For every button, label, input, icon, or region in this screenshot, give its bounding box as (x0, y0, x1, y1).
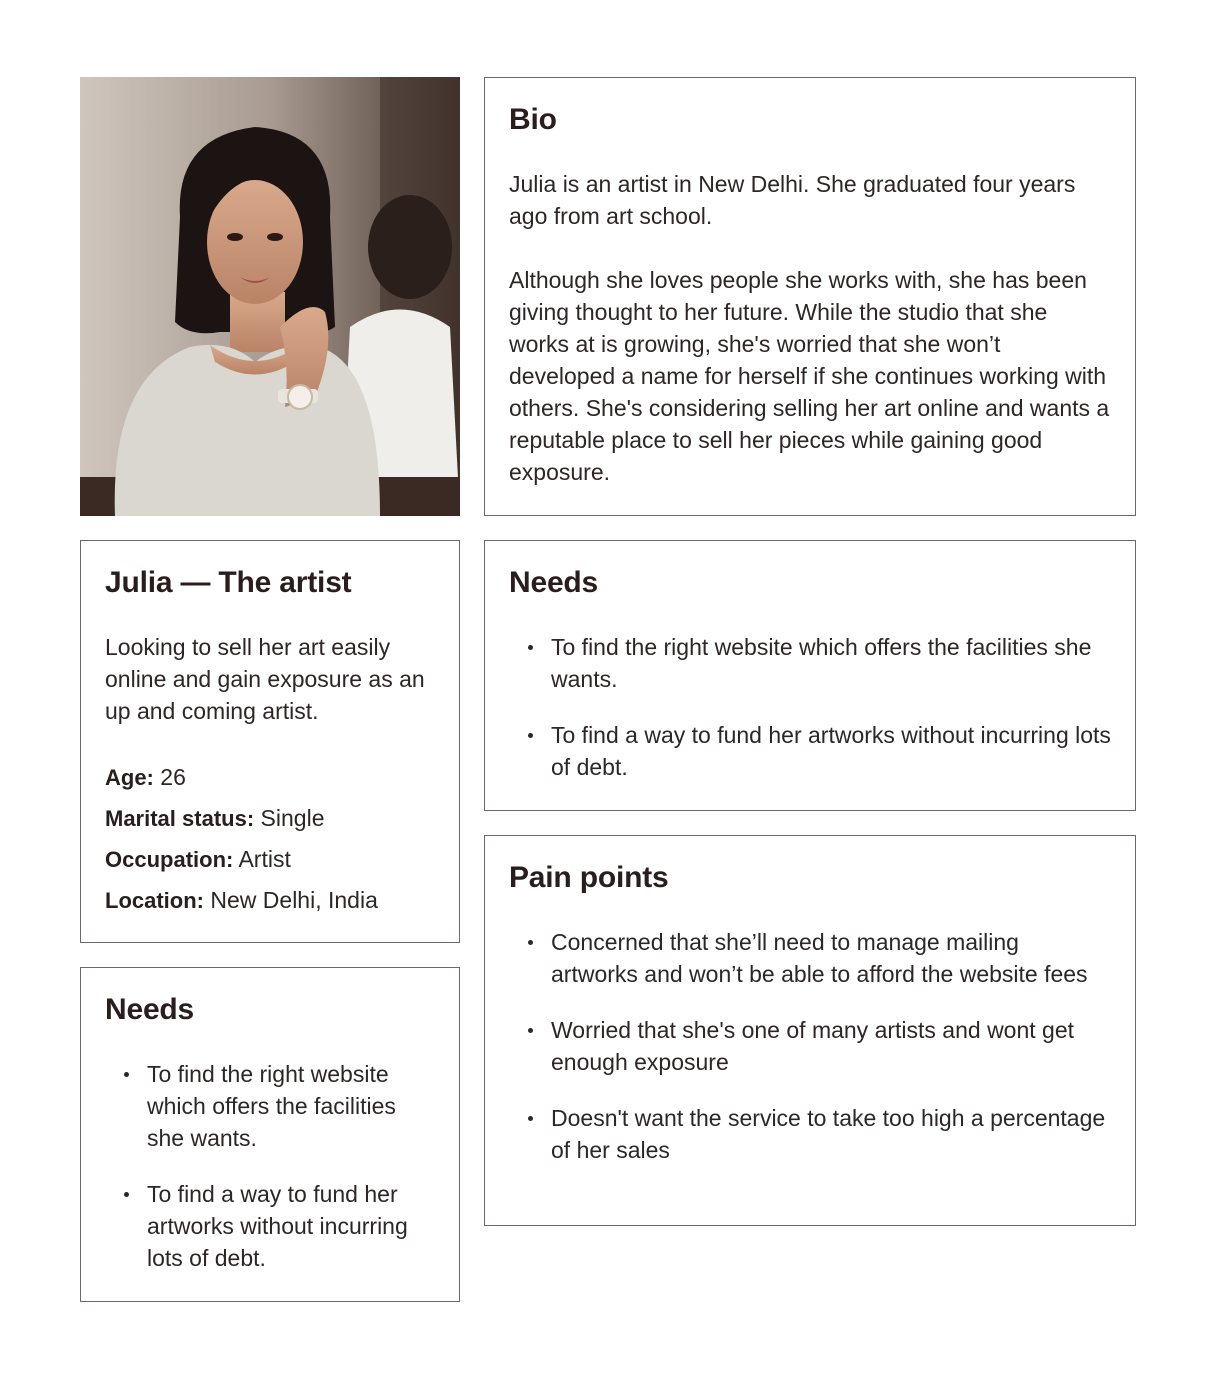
fact-value: Artist (238, 846, 291, 872)
pain-points-card (484, 835, 1136, 1226)
bio-card (484, 77, 1136, 516)
list-item: Doesn't want the service to take too high a percentage of her sales (509, 1102, 1111, 1166)
fact-occupation (105, 839, 435, 880)
fact-location (105, 880, 435, 921)
needs-list (509, 631, 1111, 783)
needs-title: Needs (105, 993, 195, 1026)
list-item: Concerned that she’ll need to manage mailing artworks and won’t be able to afford the website fees (509, 926, 1111, 990)
fact-age (105, 757, 435, 798)
fact-label: Marital status: (105, 806, 255, 831)
fact-value: New Delhi, India (210, 887, 378, 913)
list-item: Worried that she's one of many artists and wont get enough exposure (509, 1014, 1111, 1078)
bio-title: Bio (509, 103, 557, 136)
fact-label: Age: (105, 765, 154, 790)
list-item: To find the right website which offers the facilities she wants. (509, 631, 1111, 695)
needs-title: Needs (509, 566, 599, 599)
pain-points-title: Pain points (509, 861, 669, 894)
pain-points-list (509, 926, 1111, 1166)
persona-tagline: Looking to sell her art easily online and gain exposure as an up and coming artist. (105, 634, 425, 724)
list-item: To find a way to fund her artworks without incurring lots of debt. (105, 1178, 435, 1274)
fact-label: Location: (105, 888, 204, 913)
needs-card (484, 540, 1136, 811)
list-item: To find a way to fund her artworks without incurring lots of debt. (509, 719, 1111, 783)
persona-name: Julia — The artist (105, 566, 352, 599)
needs-list (105, 1058, 435, 1274)
fact-value: Single (260, 805, 325, 831)
persona-photo (80, 77, 460, 516)
bio-paragraph: Although she loves people she works with, she has been giving thought to her future. While the studio that she works at is growing, she's worried that she won’t developed a name for herself if she continues working with others. She's considering selling her art online and wants a reputable place to sell her pieces while gaining good exposure. (509, 267, 1110, 485)
list-item: To find the right website which offers the facilities she wants. (105, 1058, 435, 1154)
persona-facts (105, 757, 435, 921)
bio-paragraph: Julia is an artist in New Delhi. She graduated four years ago from art school. (509, 171, 1076, 229)
fact-marital-status (105, 798, 435, 839)
profile-card (80, 540, 460, 943)
fact-label: Occupation: (105, 847, 234, 872)
fact-value: 26 (160, 764, 186, 790)
needs-card (80, 967, 460, 1302)
